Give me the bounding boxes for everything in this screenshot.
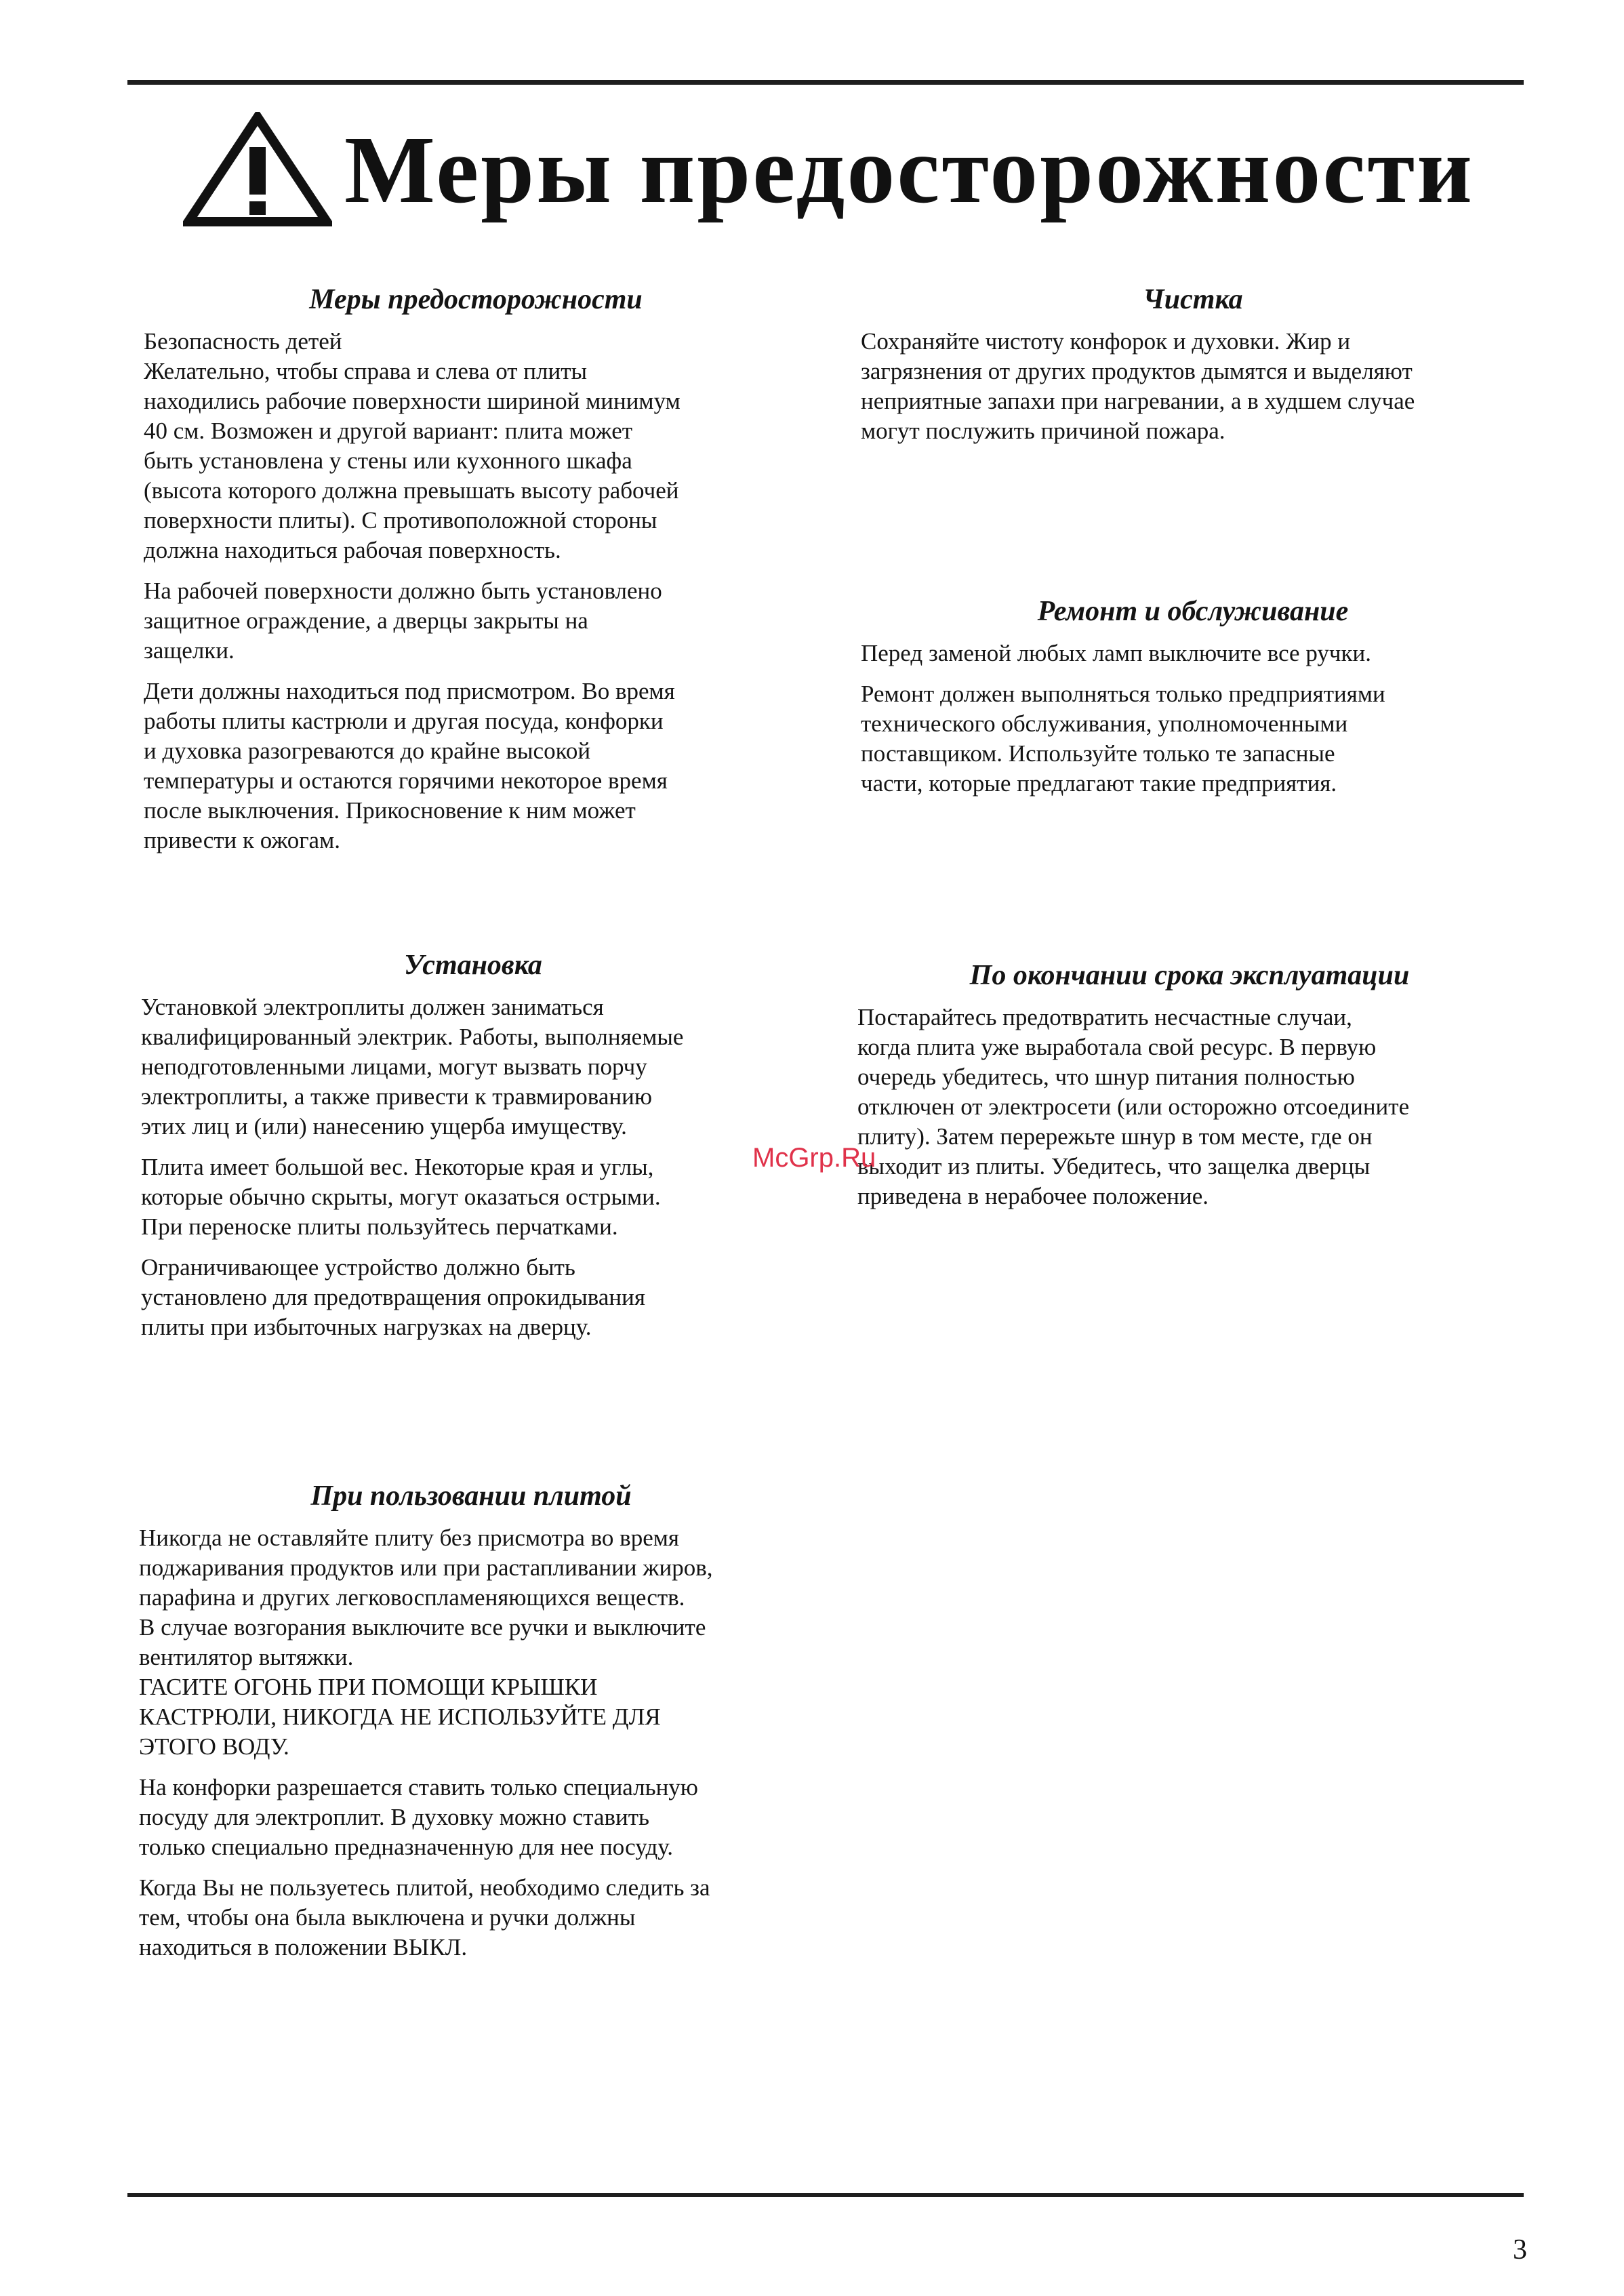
section-heading: Установка [404,950,542,981]
paragraph: Плита имеет большой вес. Некоторые края и углы, которые обычно скрыты, могут оказаться острыми. При переноске плиты пользуйтесь перчатками. [141,1154,661,1241]
paragraph: Ограничивающее устройство должно быть установлено для предотвращения опрокидывания плиты при избыточных нагрузках на дверцу. [141,1254,645,1341]
paragraph: Перед заменой любых ламп выключите все ручки. [861,640,1371,667]
page-title: Меры предосторожности [344,116,1475,223]
paragraph: Сохраняйте чистоту конфорок и духовки. Жир и загрязнения от других продуктов дымятся и выделяют неприятные запахи при нагревании, а в худшем случае могут послужить причиной пожара. [861,328,1415,445]
section-usage [139,1480,803,1973]
watermark: McGrp.Ru [752,1143,876,1173]
warning-triangle-icon [183,112,332,227]
page-header [183,108,1474,230]
section-end-of-life [857,959,1522,1222]
paragraph: Ремонт должен выполняться только предприятиями технического обслуживания, уполномоченными поставщиком. Используйте только те запасные части, которые предлагают такие предприятия. [861,681,1385,797]
bottom-rule [127,2193,1524,2197]
section-cleaning [861,283,1525,457]
page-number: 3 [1513,2234,1527,2265]
paragraph: Безопасность детей Желательно, чтобы справа и слева от плиты находились рабочие поверхности шириной минимум 40 см. Возможен и другой вариант: плита может быть установлена у стены или кухонного шкафа (высота которого должна превышать высоту рабочей поверхности плиты). С противоположной стороны должна находиться рабочая поверхность. [144,328,681,564]
paragraph: Никогда не оставляйте плиту без присмотра во время поджаривания продуктов или при растапливании жиров, парафина и других легковоспламеняющихся веществ. В случае возгорания выключите все ручки и выключите вентилятор вытяжки. ГАСИТЕ ОГОНЬ ПРИ ПОМОЩИ КРЫШКИ КАСТРЮЛИ, НИКОГДА НЕ ИСПОЛЬЗУЙТЕ ДЛЯ ЭТОГО ВОДУ. [139,1525,713,1760]
paragraph: Дети должны находиться под присмотром. Во время работы плиты кастрюли и другая посуда, конфорки и духовка разогреваются до крайне высокой температуры и остаются горячими некоторое время после выключения. Прикосновение к ним может привести к ожогам. [144,678,675,854]
section-heading: Ремонт и обслуживание [1037,596,1349,627]
section-heading: При пользовании плитой [310,1481,632,1512]
section-heading: По окончании срока эксплуатации [969,960,1410,991]
paragraph: На рабочей поверхности должно быть установлено защитное ограждение, а дверцы закрыты на защелки. [144,578,662,664]
paragraph: Когда Вы не пользуетесь плитой, необходимо следить за тем, чтобы она была выключена и ручки должны находиться в положении ВЫКЛ. [139,1874,710,1961]
section-precautions [144,283,808,866]
section-heading: Меры предосторожности [309,284,643,315]
paragraph: Постарайтесь предотвратить несчастные случаи, когда плита уже выработала свой ресурс. В первую очередь убедитесь, что шнур питания полностью отключен от электросети (или осторожно отсоедините плиту). Затем перережьте шнур в том месте, где он выходит из плиты. Убедитесь, что защелка дверцы приведена в нерабочее положение. [857,1004,1410,1210]
section-repair [861,595,1525,809]
paragraph: Установкой электроплиты должен заниматься квалифицированный электрик. Работы, выполняемые неподготовленными лицами, могут вызвать порчу электроплиты, а также привести к травмированию этих лиц и (или) нанесению ущерба имуществу. [141,994,684,1140]
top-rule [127,80,1524,85]
paragraph: На конфорки разрешается ставить только специальную посуду для электроплит. В духовку можно ставить только специально предназначенную для нее посуду. [139,1774,698,1861]
section-installation [141,949,805,1353]
section-heading: Чистка [1143,284,1243,315]
